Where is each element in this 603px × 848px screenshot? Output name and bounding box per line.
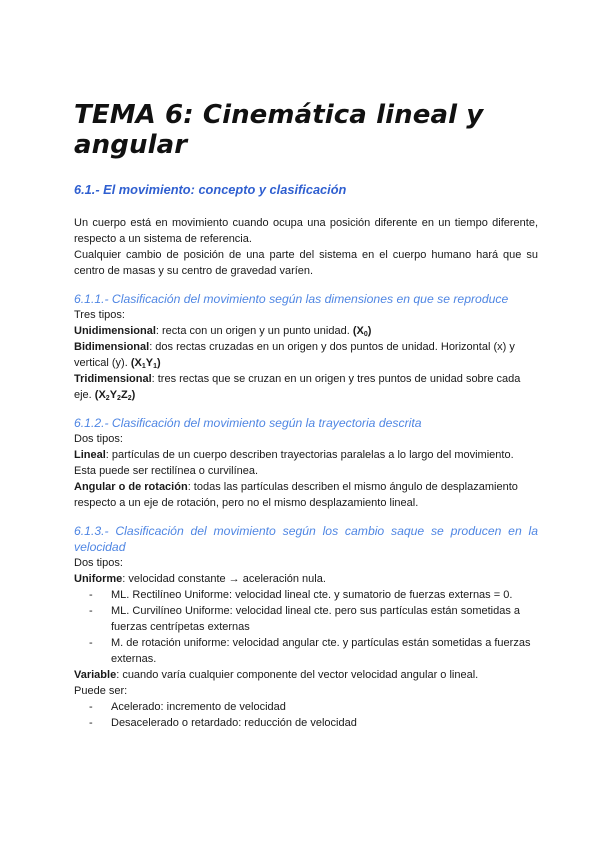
variable-list [74,699,538,731]
trajectory-item [74,479,538,511]
page-title: TEMA 6: Cinemática lineal y angular [74,100,484,160]
trajectory-item [74,447,538,479]
list-dash: - [89,589,93,601]
intro-paragraph-1: Un cuerpo está en movimiento cuando ocupa una posición diferente en un tiempo diferente, respecto a un sistema de referencia. [74,217,538,245]
uniforme-item [74,571,538,587]
trajectory-term: Angular o de rotación [74,481,188,493]
trajectory-text: : partículas de un cuerpo describen trayectorias paralelas a lo largo del movimiento. Esta puede ser rectilínea o curvilínea. [74,449,514,477]
variable-item [74,667,538,683]
subsection-heading-trajectory: 6.1.2.- Clasificación del movimiento según la trayectoria descrita [74,416,422,430]
list-dash: - [89,717,93,729]
subsection-dimensions [74,291,538,403]
subsection-heading-dimensions: 6.1.1.- Clasificación del movimiento según las dimensiones en que se reproduce [74,292,509,306]
uniforme-term: Uniforme [74,573,123,585]
puede-ser-lead: Puede ser: [74,685,128,697]
dimensions-lead: Tres tipos: [74,309,125,321]
velocity-lead: Dos tipos: [74,557,123,569]
trajectory-lead: Dos tipos: [74,433,123,445]
dimension-text: : dos rectas cruzadas en un origen y dos puntos de unidad. Horizontal (x) y vertical (y). [74,341,515,369]
list-item [74,635,538,667]
subsection-velocity [74,523,538,731]
subsection-heading-velocity: 6.1.3.- Clasificación del movimiento según los cambio saque se producen en la velocidad [74,524,538,554]
dimension-term: Tridimensional [74,373,152,385]
dimension-term: Bidimensional [74,341,150,353]
list-dash: - [89,701,93,713]
trajectory-text: : todas las partículas describen el mismo ángulo de desplazamiento respecto a un eje de rotación, pero no el mismo desplazamiento lineal. [74,481,518,509]
variable-term: Variable [74,669,117,681]
dimension-text: : recta con un origen y un punto unidad. [155,325,353,337]
variable-text: : cuando varía cualquier componente del vector velocidad angular o lineal. [116,669,479,681]
dimension-text: : tres rectas que se cruzan en un origen y tres puntos de unidad sobre cada eje. [74,373,521,401]
intro-paragraph-2: Cualquier cambio de posición de una parte del sistema en el cuerpo humano hará que su centro de masas y su centro de gravedad varíen. [74,249,538,277]
dimension-formula: $(X_0)$ [352,325,372,338]
trajectory-term: Lineal [74,449,106,461]
subsection-trajectory [74,415,538,511]
list-item [74,603,538,635]
list-item-text: M. de rotación uniforme: velocidad angular cte. y partículas están sometidas a fuerzas externas. [111,637,531,665]
list-item-text: ML. Curvilíneo Uniforme: velocidad lineal cte. pero sus partículas están sometidas a fuerzas centrípetas externas [111,605,521,633]
list-dash: - [89,605,93,617]
dimension-item [74,323,538,339]
list-item-text: Acelerado: incremento de velocidad [111,701,286,713]
list-dash: - [89,637,93,649]
uniforme-list [74,587,538,667]
list-item [74,699,538,715]
list-item [74,587,538,603]
dimension-term: Unidimensional [74,325,156,337]
section-heading: 6.1.- El movimiento: concepto y clasificación [74,182,347,197]
dimension-item [74,371,538,403]
dimension-item [74,339,538,371]
list-item-text: ML. Rectilíneo Uniforme: velocidad lineal cte. y sumatorio de fuerzas externas = 0. [111,589,513,601]
uniforme-text: : velocidad constante → aceleración nula. [122,573,326,585]
intro-block [74,215,538,279]
dimension-formula: $(X_2Y_2Z_2)$ [94,389,136,402]
list-item-text: Desacelerado o retardado: reducción de velocidad [111,717,357,729]
list-item [74,715,538,731]
dimension-formula: $(X_1Y_1)$ [130,357,161,370]
